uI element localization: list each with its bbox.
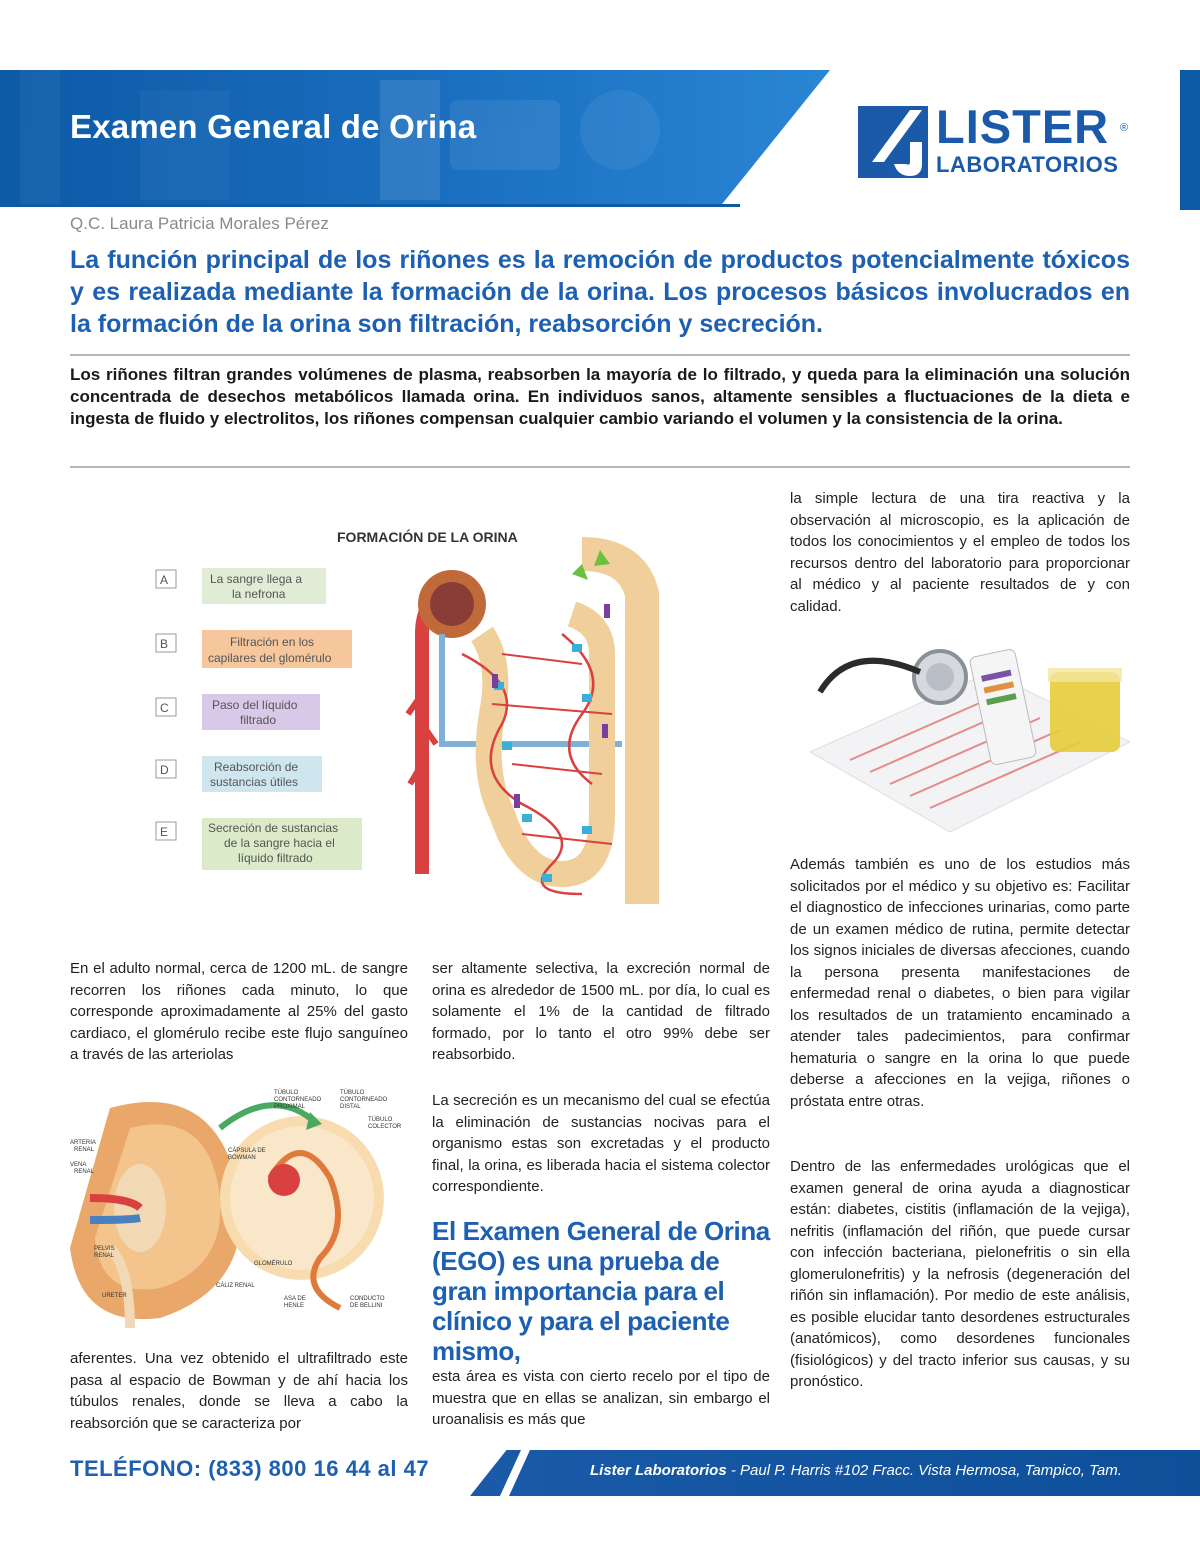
svg-text:D: D: [160, 763, 169, 777]
svg-text:CÁPSULA DE: CÁPSULA DE: [228, 1148, 266, 1154]
column-c-paragraph-1: la simple lectura de una tira reactiva y la observación al microscopio, es la aplicación de todos los conocimientos y el empleo de todos los recursos dentro del laboratorio para proporcionar al médico y al paciente resultados de y con calidad.: [790, 490, 1130, 615]
column-b-paragraph-3: esta área es vista con cierto recelo por el tipo de muestra que en ellas se analizan, sin embargo el uroanalisis es más que: [432, 1368, 770, 1428]
svg-text:E: E: [160, 825, 169, 839]
svg-text:de la sangre hacia el: de la sangre hacia el: [224, 836, 335, 850]
column-b-paragraph-1: ser altamente selectiva, la excreción normal de orina es alrededor de 1500 mL. por día, lo cual es solamente el 1% de la cantidad de filtrado formado, por lo tanto el otro 99% debe ser reabsorbido.: [432, 960, 770, 1063]
svg-text:la nefrona: la nefrona: [232, 587, 286, 601]
divider-top: [70, 354, 1130, 356]
footer-address: - Paul P. Harris #102 Fracc. Vista Hermosa, Tampico, Tam.: [726, 1462, 1122, 1479]
step-b: [156, 630, 352, 668]
nephron-illustration: [408, 550, 642, 904]
column-a-paragraph-1: En el adulto normal, cerca de 1200 mL. de sangre recorren los riñones cada minuto, lo que corresponde aproximadamente al 25% del gasto cardiaco, el glomérulo recibe este flujo sanguíneo a través de las arteriolas: [70, 960, 408, 1063]
svg-text:BOWMAN: BOWMAN: [228, 1155, 256, 1161]
svg-text:DE BELLINI: DE BELLINI: [350, 1303, 383, 1309]
svg-text:sustancias útiles: sustancias útiles: [210, 775, 299, 789]
svg-text:Paso del líquido: Paso del líquido: [212, 698, 298, 712]
svg-text:CONTORNEADO: CONTORNEADO: [340, 1097, 388, 1103]
column-a-paragraph-2: aferentes. Una vez obtenido el ultrafiltrado este pasa al espacio de Bowman y de ahí hacia los túbulos renales, donde se lleva a cabo la reabsorción que se caracteriza por: [70, 1350, 408, 1432]
logo-wordmark: LISTER: [936, 100, 1110, 153]
svg-text:C: C: [160, 701, 169, 715]
svg-text:CONTORNEADO: CONTORNEADO: [274, 1097, 322, 1103]
header-right-strip: [1180, 70, 1200, 210]
svg-text:CÁLIZ RENAL: CÁLIZ RENAL: [216, 1283, 255, 1289]
svg-text:A: A: [160, 573, 169, 587]
step-d: [156, 756, 322, 792]
author-name: Q.C. Laura Patricia Morales Pérez: [70, 214, 329, 233]
phone-number: TELÉFONO: (833) 800 16 44 al 47: [70, 1456, 430, 1481]
svg-text:ARTERIA: ARTERIA: [70, 1140, 96, 1146]
svg-text:líquido filtrado: líquido filtrado: [238, 851, 313, 865]
divider-bottom: [70, 466, 1130, 468]
logo-subtitle: LABORATORIOS: [936, 152, 1119, 177]
svg-text:TÚBULO: TÚBULO: [340, 1090, 365, 1096]
svg-text:HENLE: HENLE: [284, 1303, 305, 1309]
kidney-anatomy-diagram: [70, 1088, 412, 1338]
svg-text:VENA: VENA: [70, 1162, 87, 1168]
svg-text:B: B: [160, 637, 169, 651]
step-e: [156, 818, 362, 870]
svg-text:RENAL: RENAL: [74, 1169, 95, 1175]
column-b-paragraph-2: La secreción es un mecanismo del cual se efectúa la eliminación de sustancias nocivas para el organismo estas son excretadas y el producto final, la orina, es liberada hacia el sistema colector correspondiente.: [432, 1092, 770, 1195]
svg-text:PROXIMAL: PROXIMAL: [274, 1104, 306, 1110]
diagram-title: FORMACIÓN DE LA ORINA: [337, 529, 518, 545]
svg-text:Filtración en los: Filtración en los: [230, 635, 315, 649]
lead-paragraph: La función principal de los riñones es la remoción de productos potencialmente tóxicos y es realizada mediante la formación de la orina. Los procesos básicos involucrados en la formación de la orina son filtración, reabsorción y secreción.: [70, 246, 1130, 338]
urine-sample-cup: [1048, 668, 1122, 752]
footer-company: Lister Laboratorios: [590, 1462, 727, 1479]
header-underline: [0, 204, 740, 207]
svg-text:COLECTOR: COLECTOR: [368, 1124, 402, 1130]
svg-text:Secreción de sustancias: Secreción de sustancias: [208, 821, 339, 835]
urine-formation-diagram: [142, 514, 682, 914]
step-c: [156, 694, 320, 730]
pull-quote: El Examen General de Orina (EGO) es una prueba de gran importancia para el clínico y para el paciente mismo,: [432, 1216, 770, 1366]
column-c-paragraph-2: Además también es uno de los estudios más solicitados por el médico y su objetivo es: Facilitar el diagnostico de infecciones urinarias, como parte de un examen médico de rutina, permite detectar los signos iniciales de diversas afecciones, cuando la persona presenta manifestaciones de enfermedad renal o diabetes, o bien para vigilar los resultados de un tratamiento encaminado a atender tales padecimientos, para confirmar hematuria o sangre en la orina lo que puede deberse a afecciones en la vejiga, riñones o próstata entre otras.: [790, 856, 1130, 1110]
svg-text:TÚBULO: TÚBULO: [274, 1090, 299, 1096]
svg-text:La sangre llega a: La sangre llega a: [210, 572, 303, 586]
svg-text:PELVIS: PELVIS: [94, 1246, 115, 1252]
footer-address-line: [590, 1462, 1122, 1479]
svg-text:GLOMÉRULO: GLOMÉRULO: [254, 1261, 293, 1267]
urinalysis-photo: [790, 632, 1130, 832]
svg-text:Reabsorción de: Reabsorción de: [214, 760, 299, 774]
logo-registered-mark: ®: [1120, 122, 1129, 134]
column-c-paragraph-3: Dentro de las enfermedades urológicas que el examen general de orina ayuda a diagnosticar están: diabetes, cistitis (inflamación de la vejiga), nefritis (inflamación del riñón, que puede cursar con infección bacteriana, pielonefritis o sin ella glomerulonefritis) y la nefrosis (degeneración del riñón sin inflamación). Por medio de este análisis, es posible elucidar tanto desordenes estructurales (anatómicos), como desordenes funcionales (fisiológicos) y del tracto inferior sus causas, y su pronóstico.: [790, 1158, 1130, 1390]
svg-text:CONDUCTO: CONDUCTO: [350, 1296, 385, 1302]
svg-text:filtrado: filtrado: [240, 713, 277, 727]
svg-text:URETER: URETER: [102, 1293, 127, 1299]
intro-paragraph: Los riñones filtran grandes volúmenes de plasma, reabsorben la mayoría de lo filtrado, y queda para la eliminación una solución concentrada de desechos metabólicos llamada orina. En individuos sanos, altamente sensibles a fluctuaciones de la dieta e ingesta de fluido y electrolitos, los riñones compensan cualquier cambio variando el volumen y la consistencia de la orina.: [70, 365, 1130, 428]
svg-text:ASA DE: ASA DE: [284, 1296, 306, 1302]
page-title: Examen General de Orina: [70, 108, 477, 145]
svg-text:RENAL: RENAL: [94, 1253, 115, 1259]
svg-text:capilares del glomérulo: capilares del glomérulo: [208, 651, 332, 665]
svg-text:RENAL: RENAL: [74, 1147, 95, 1153]
step-a: [156, 568, 326, 604]
svg-text:DISTAL: DISTAL: [340, 1104, 361, 1110]
svg-text:TÚBULO: TÚBULO: [368, 1117, 393, 1123]
